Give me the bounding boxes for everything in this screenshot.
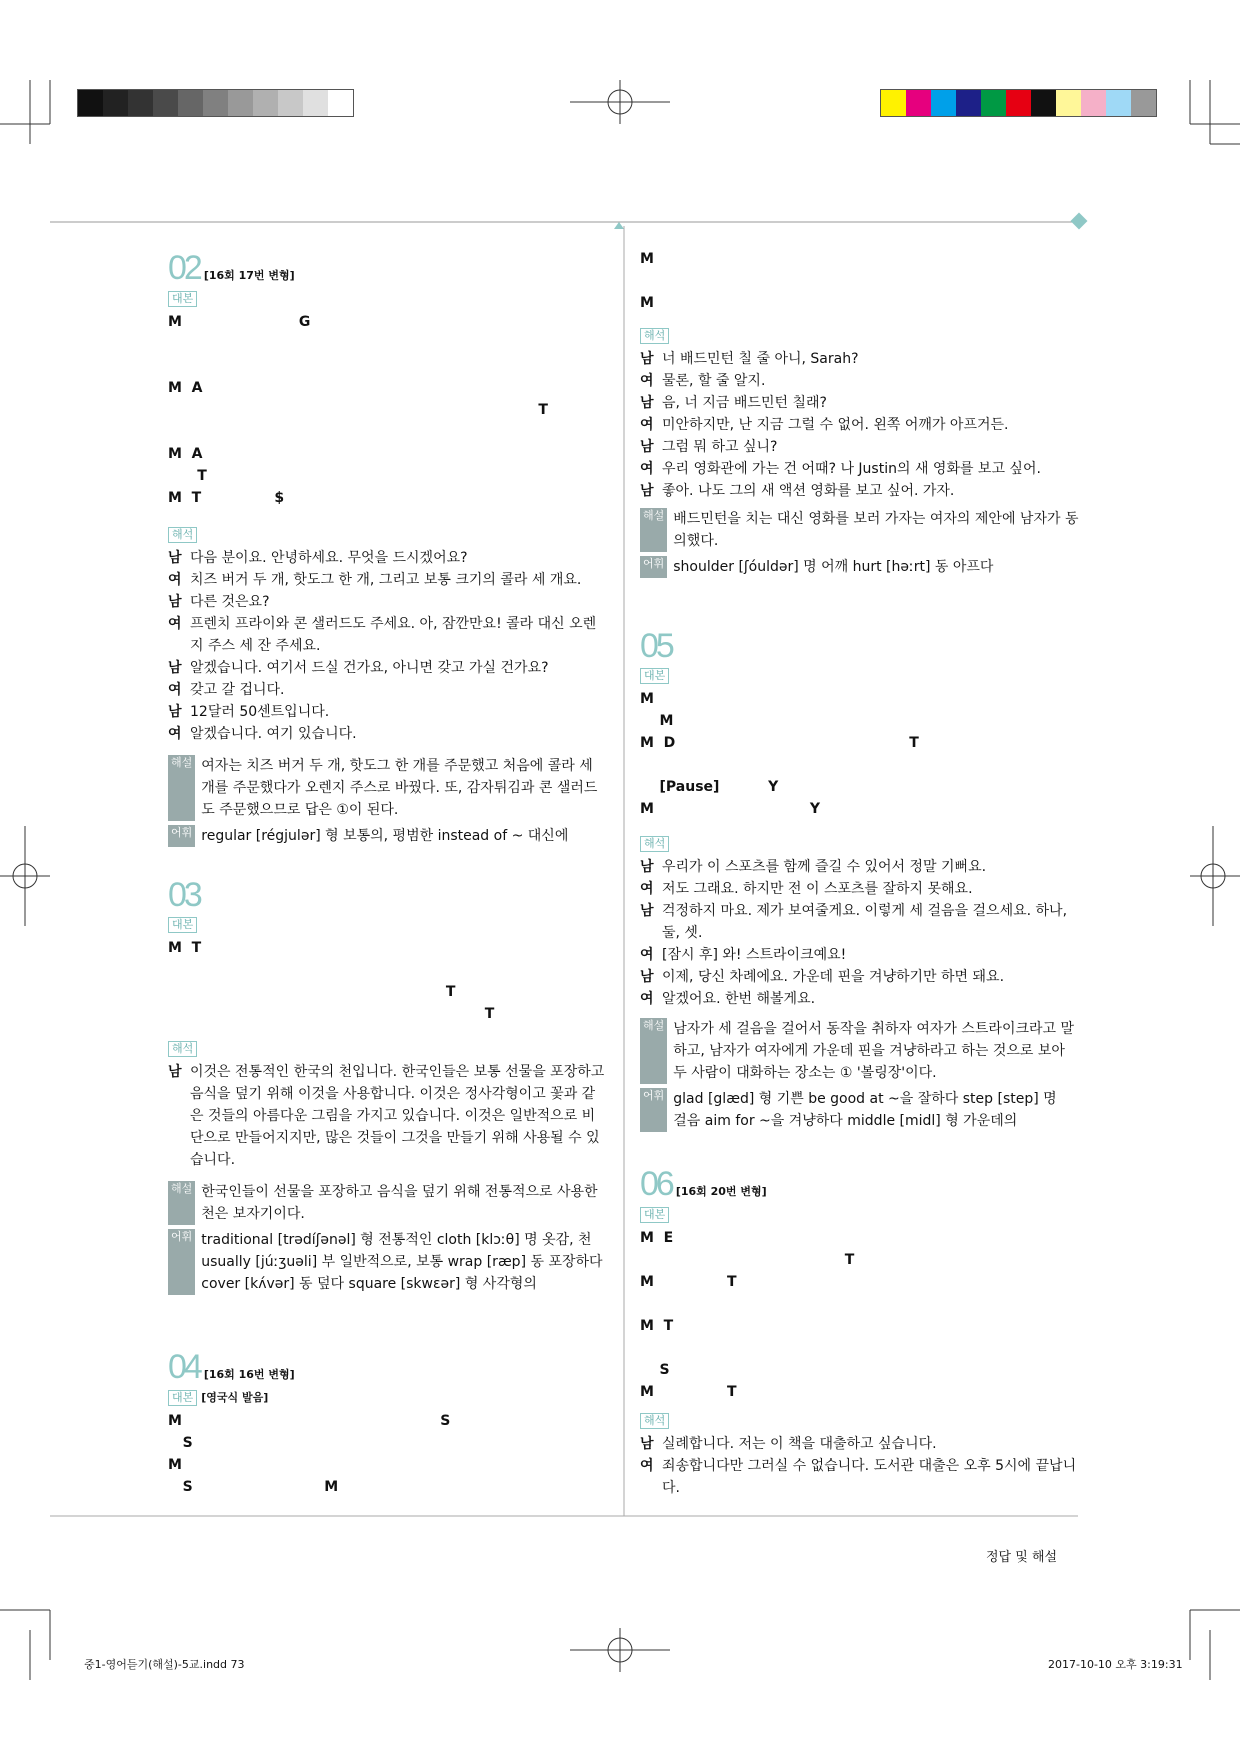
script-line [640,270,1080,292]
speaker: 여 [168,572,182,588]
speaker: 여 [640,881,654,897]
translation-label: 해석 [168,527,197,543]
dialogue-text: 우리 영화관에 가는 건 어때? 나 Justin의 새 영화를 보고 싶어. [662,461,1041,477]
dialogue-text: 치즈 버거 두 개, 핫도그 한 개, 그리고 보통 크기의 콜라 세 개요. [190,572,582,588]
dialogue-line [640,480,1080,502]
speaker: 남 [640,439,654,455]
script-line: [Pause] Y [640,779,779,795]
commentary-tag: 해설 [640,1018,667,1084]
dialogue-line [640,966,1080,988]
question-source-tag: [16회 16번 변형] [203,1368,295,1381]
vocab-text: shoulder [ʃóuldər] 명 어깨 hurt [həːrt] 동 아프다 [673,559,994,575]
dialogue-text: 물론, 할 줄 알지. [662,373,766,389]
script-block [640,688,1080,820]
commentary-text: 남자가 세 걸음을 걸어서 동작을 취하자 여자가 스트라이크라고 말하고, 남자가 여자에게 가운데 핀을 겨냥하라고 하는 것으로 보아 두 사람이 대화하는 장소는 ① '볼링장'이다. [673,1021,1075,1081]
script-line: M [640,251,654,267]
script-line: M [640,713,674,729]
dialogue-text: 알겠습니다. 여기서 드실 건가요, 아니면 갖고 가실 건가요? [190,660,549,676]
speaker: 남 [168,594,182,610]
dialogue-text: 실례합니다. 저는 이 책을 대출하고 싶습니다. [662,1436,937,1452]
script-line: M S [168,1413,451,1429]
vocab-tag: 어휘 [640,556,667,578]
translation-block [640,348,1080,502]
script-line: M T $ [168,490,285,506]
question-number: 03 [168,876,200,914]
footer-timestamp: 2017-10-10 오후 3:19:31 [1048,1658,1183,1671]
script-line: M G [168,314,311,330]
vocab-lines [201,1229,602,1295]
script-line: M [640,295,654,311]
script-line: M T [640,1384,737,1400]
dialogue-text: 죄송합니다만 그러실 수 없습니다. 도서관 대출은 오후 5시에 끝납니다. [662,1458,1077,1496]
question-source-tag: [16회 17번 변형] [203,269,295,282]
question-06 [640,1166,1080,1499]
dialogue-line [168,679,608,701]
dialogue-text: 음, 너 지금 배드민턴 칠래? [662,395,827,411]
vocabulary [640,1088,1080,1132]
dialogue-text: 갖고 갈 겁니다. [190,682,285,698]
dialogue-text: 이제, 당신 차례에요. 가운데 핀을 겨냥하기만 하면 돼요. [662,969,1005,985]
dialogue-line [168,701,608,723]
script-line: M A [168,446,203,462]
question-number: 02 [168,249,200,287]
dialogue-text: 그럼 뭐 하고 싶니? [662,439,778,455]
commentary-text: 배드민턴을 치는 대신 영화를 보러 가자는 여자의 제안에 남자가 동의했다. [673,511,1079,549]
script-label: 대본 [168,917,197,933]
script-line: M E [640,1230,674,1246]
script-line [640,1337,1080,1359]
commentary [168,1181,608,1225]
dialogue-text: 좋아. 나도 그의 새 액션 영화를 보고 싶어. 가자. [662,483,955,499]
question-number: 06 [640,1165,672,1203]
script-line [168,421,608,443]
script-line: M A [168,380,203,396]
script-line: M Y [640,801,821,817]
script-line: M T [640,1318,674,1334]
script-line: M T [640,1274,737,1290]
dialogue-text: 알겠습니다. 여기 있습니다. [190,726,357,742]
vocabulary [168,1229,608,1295]
speaker: 남 [168,550,182,566]
question-number: 05 [640,627,672,665]
vocabulary [640,556,1080,578]
vocab-line: cover [kʌ́vər] 동 덮다 square [skwɛər] 형 사각형의 [201,1276,537,1292]
commentary-text: 여자는 치즈 버거 두 개, 핫도그 한 개를 주문했고 처음에 콜라 세 개를 주문했다가 오렌지 주스로 바꿨다. 또, 감자튀김과 콘 샐러드도 주문했으므로 답은 ①이 된다. [201,758,598,818]
vocab-tag: 어휘 [640,1088,667,1132]
commentary-tag: 해설 [168,755,195,821]
script-continuation [640,248,1080,314]
script-line: M D T [640,735,919,751]
script-line: T [168,984,456,1000]
dialogue-line [168,1061,608,1171]
script-line: M [640,691,654,707]
translation-label: 해석 [640,836,669,852]
script-label: 대본 [640,668,669,684]
dialogue-text: 프렌치 프라이와 콘 샐러드도 주세요. 아, 잠깐만요! 콜라 대신 오렌지 주스 세 잔 주세요. [190,616,597,654]
script-block [640,1227,1080,1403]
dialogue-text: 미안하지만, 난 지금 그럴 수 없어. 왼쪽 어깨가 아프거든. [662,417,1009,433]
translation-block [168,547,608,745]
question-03 [168,877,608,1295]
translation-label: 해석 [640,328,669,344]
speaker: 여 [640,1458,654,1474]
dialogue-line [168,547,608,569]
speaker: 남 [640,1436,654,1452]
question-02 [168,250,608,847]
dialogue-line [640,1455,1080,1499]
script-line: S [640,1362,670,1378]
dialogue-line [640,944,1080,966]
script-block [168,1410,608,1498]
speaker: 여 [640,417,654,433]
speaker: 여 [640,461,654,477]
script-label: 대본 [168,1390,197,1406]
dialogue-line [640,436,1080,458]
commentary-tag: 해설 [168,1181,195,1225]
script-line [168,959,608,981]
footer-filename: 중1-영어듣기(해설)-5교.indd 73 [84,1658,245,1671]
dialogue-line [640,878,1080,900]
dialogue-line [640,348,1080,370]
speaker: 여 [168,726,182,742]
script-line: T [640,1252,855,1268]
translation-block [168,1061,608,1171]
vocab-lines [673,1088,1056,1132]
dialogue-text: 우리가 이 스포츠를 함께 즐길 수 있어서 정말 기뻐요. [662,859,987,875]
dialogue-text: 저도 그래요. 하지만 전 이 스포츠를 잘하지 못해요. [662,881,973,897]
question-04 [168,1349,608,1498]
dialogue-text: 다른 것은요? [190,594,270,610]
speaker: 남 [640,351,654,367]
dialogue-line [640,856,1080,878]
commentary-tag: 해설 [640,508,667,552]
dialogue-line [640,392,1080,414]
script-line: M [168,1457,182,1473]
dialogue-line [168,657,608,679]
dialogue-text: [잠시 후] 와! 스트라이크예요! [662,947,847,963]
speaker: 남 [640,395,654,411]
dialogue-line [168,723,608,745]
script-line: M T [168,940,202,956]
script-line [640,754,1080,776]
dialogue-text: 12달러 50센트입니다. [190,704,330,720]
script-line: S M [168,1479,339,1495]
dialogue-line [640,1433,1080,1455]
right-column [640,248,1080,1499]
question-number: 04 [168,1348,200,1386]
dialogue-text: 너 배드민턴 칠 줄 아니, Sarah? [662,351,859,367]
dialogue-line [168,613,608,657]
commentary [640,1018,1080,1084]
script-line [168,333,608,355]
script-line: T [168,468,207,484]
speaker: 남 [640,859,654,875]
dialogue-line [168,591,608,613]
speaker: 남 [640,483,654,499]
script-line: T [168,402,548,418]
script-label: 대본 [640,1207,669,1223]
vocab-line: usually [júːʒuəli] 부 일반적으로, 보통 wrap [ræp] 동 포장하다 [201,1254,603,1270]
translation-block [640,856,1080,1010]
dialogue-text: 이것은 전통적인 한국의 천입니다. 한국인들은 보통 선물을 포장하고 음식을 덮기 위해 이것을 사용합니다. 이것은 정사각형이고 꽃과 같은 것들의 아름다운 그림을 가지고 있습니다. 이것은 일반적으로 비단으로 만들어지지만, 많은 것들이 그것을 만들기 위해 사용될 수 있습니다. [190,1064,605,1168]
dialogue-line [640,988,1080,1010]
speaker: 남 [168,704,182,720]
question-source-tag: [16회 20번 변형] [675,1185,767,1198]
dialogue-line [640,370,1080,392]
speaker: 여 [168,616,182,632]
vocab-tag: 어휘 [168,825,195,847]
vocab-text: regular [régjulər] 형 보통의, 평범한 instead of ~ 대신에 [201,828,569,844]
speaker: 여 [168,682,182,698]
vocab-tag: 어휘 [168,1229,195,1295]
page-label: 정답 및 해설 [986,1550,1058,1565]
vocab-line: traditional [trədíʃənəl] 형 전통적인 cloth [klɔːθ] 명 옷감, 천 [201,1232,592,1248]
dialogue-line [168,569,608,591]
commentary [168,755,608,821]
left-column [168,250,608,1498]
dialogue-line [640,900,1080,944]
vocabulary [168,825,608,847]
script-line: T [168,1006,495,1022]
translation-block [640,1433,1080,1499]
speaker: 여 [640,991,654,1007]
script-line: S [168,1435,193,1451]
dialogue-text: 걱정하지 마요. 제가 보여줄게요. 이렇게 세 걸음을 걸으세요. 하나, 둘, 셋. [662,903,1068,941]
script-line [168,355,608,377]
speaker: 여 [640,373,654,389]
question-05 [640,628,1080,1132]
speaker: 남 [640,903,654,919]
accent-tag: [영국식 발음] [201,1391,269,1404]
commentary-text: 한국인들이 선물을 포장하고 음식을 덮기 위해 전통적으로 사용한 천은 보자기이다. [201,1184,598,1222]
speaker: 남 [640,969,654,985]
dialogue-text: 다음 분이요. 안녕하세요. 무엇을 드시겠어요? [190,550,468,566]
vocab-line: 걸음 aim for ~을 겨냥하다 middle [midl] 형 가운데의 [673,1113,1018,1129]
commentary [640,508,1080,552]
speaker: 남 [168,660,182,676]
script-line [640,1293,1080,1315]
script-block [168,311,608,509]
script-block [168,937,608,1025]
script-label: 대본 [168,291,197,307]
translation-label: 해석 [640,1413,669,1429]
dialogue-text: 알겠어요. 한번 해볼게요. [662,991,816,1007]
speaker: 여 [640,947,654,963]
translation-label: 해석 [168,1041,197,1057]
dialogue-line [640,458,1080,480]
speaker: 남 [168,1064,182,1080]
dialogue-line [640,414,1080,436]
vocab-line: glad [glæd] 형 기쁜 be good at ~을 잘하다 step [step] 명 [673,1091,1057,1107]
